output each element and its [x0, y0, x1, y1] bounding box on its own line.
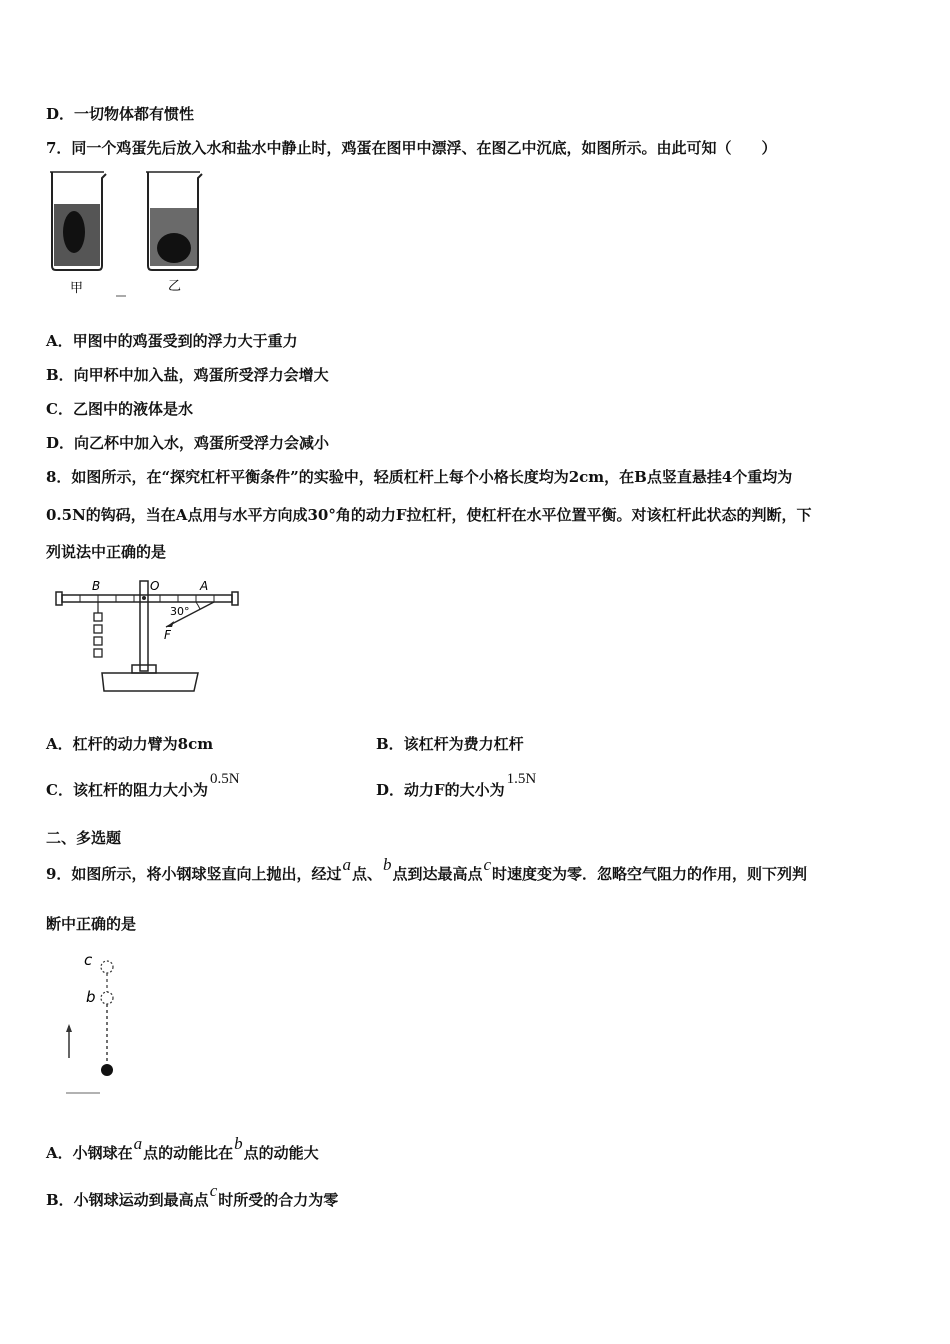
label-o: O [150, 579, 160, 593]
q9-ball-figure [60, 948, 130, 1098]
q9-stem-part2: 点、 [351, 865, 382, 883]
label-c: c [84, 951, 93, 969]
q8-stem-line1: 8．如图所示，在“探究杠杆平衡条件”的实验中，轻质杠杆上每个小格长度均为2cm，在B点竖直悬挂4个重均为 [46, 468, 793, 486]
q9-stem-part4: 时速度变为零．忽略空气阻力的作用，则下列判 [492, 865, 808, 883]
q9-option-b-part2: 时所受的合力为零 [218, 1191, 339, 1209]
q7-option-c: C．乙图中的液体是水 [46, 400, 193, 418]
q8-option-c [46, 771, 240, 800]
beaker-yi [146, 172, 202, 270]
q8-option-c-value: 0.5N [209, 771, 240, 787]
q9-option-b [46, 1181, 339, 1210]
q9-var-c: c [483, 855, 492, 874]
q8-lever-figure [50, 575, 250, 700]
q7-option-b: B．向甲杯中加入盐，鸡蛋所受浮力会增大 [46, 366, 329, 384]
q8-stem-line3: 列说法中正确的是 [46, 543, 167, 561]
label-b: b [86, 988, 96, 1006]
q8-stem-line2: 0.5N的钩码，当在A点用与水平方向成30°角的动力F拉杠杆，使杠杆在水平位置平衡。对该杠杆此状态的判断，下 [46, 506, 812, 524]
q9-stem-part3: 点到达最高点 [392, 865, 483, 883]
q8-option-b: B．该杠杆为费力杠杆 [376, 735, 524, 753]
q9-option-a-part2: 点的动能比在 [143, 1144, 234, 1162]
q9-var-b: b [382, 855, 392, 874]
q9-option-a-part1: A．小钢球在 [46, 1144, 133, 1162]
q8-option-d-value: 1.5N [506, 771, 537, 787]
q7-stem: 7．同一个鸡蛋先后放入水和盐水中静止时，鸡蛋在图甲中漂浮、在图乙中沉底，如图所示。由此可知（ ） [46, 139, 777, 157]
q9-option-b-part1: B．小钢球运动到最高点 [46, 1191, 209, 1209]
q9-stem-line2: 断中正确的是 [46, 915, 137, 933]
q8-option-c-text: C．该杠杆的阻力大小为 [46, 781, 208, 799]
egg-sunk [157, 233, 191, 263]
q9-option-a [46, 1134, 319, 1163]
label-f: F [164, 628, 171, 642]
q9-stem-line1 [46, 855, 808, 884]
q7-option-a: A．甲图中的鸡蛋受到的浮力大于重力 [46, 332, 298, 350]
q9-option-b-var-c: c [209, 1181, 218, 1200]
section-title: 二、多选题 [46, 829, 122, 847]
steel-ball [101, 1064, 113, 1076]
q7-option-d: D．向乙杯中加入水，鸡蛋所受浮力会减小 [46, 434, 330, 452]
q8-option-d [376, 771, 537, 800]
q9-option-a-part3: 点的动能大 [243, 1144, 319, 1162]
beaker-jia [50, 172, 106, 270]
q8-option-a: A．杠杆的动力臂为8cm [46, 735, 214, 753]
egg-floating [63, 211, 85, 253]
q9-var-a: a [342, 855, 351, 874]
label-b: B [92, 579, 101, 593]
q7-beaker-figure [44, 166, 214, 301]
label-jia: 甲 [70, 281, 84, 296]
label-yi: 乙 [168, 279, 182, 294]
q9-option-a-var-a: a [133, 1134, 143, 1153]
q6-option-d: D．一切物体都有惯性 [46, 105, 195, 123]
q9-stem-part1: 9．如图所示，将小钢球竖直向上抛出，经过 [46, 865, 342, 883]
label-angle: 30° [170, 605, 190, 618]
q8-option-d-text: D．动力F的大小为 [376, 781, 505, 799]
label-a: A [200, 579, 209, 593]
q9-option-a-var-b: b [234, 1134, 243, 1153]
